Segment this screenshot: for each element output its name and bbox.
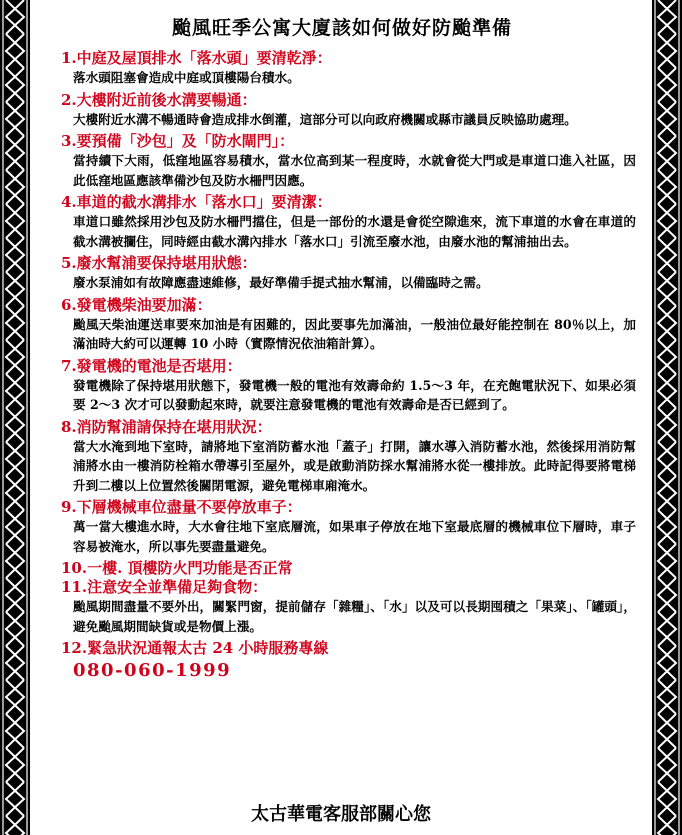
list-item <box>44 498 640 556</box>
item-body: 落水頭阻塞會造成中庭或頂樓陽台積水。 <box>73 70 300 85</box>
document-title: 颱風旺季公寓大廈該如何做好防颱準備 <box>171 17 512 39</box>
item-heading: 10.一樓. 頂樓防火門功能是否正常 <box>61 559 293 577</box>
item-body: 颱風天柴油運送車要來加油是有困難的，因此要事先加滿油，一般油位最好能控制在 80％以上，加滿油時大約可以運轉 10 小時（實際情況依油箱計算）。 <box>73 316 636 351</box>
item-body: 廢水泵浦如有故障應盡速維修，最好準備手提式抽水幫浦，以備臨時之需。 <box>73 275 489 290</box>
hotline-number[interactable]: 080-060-1999 <box>73 660 232 681</box>
item-heading: 3.要預備「沙包」及「防水閘門」： <box>61 132 295 150</box>
list-item <box>44 296 640 354</box>
item-body: 萬一當大樓進水時，大水會往地下室底層流，如果車子停放在地下室最底層的機械車位下層時，車子容易被淹水，所以事先要盡量避免。 <box>73 519 636 554</box>
item-body: 車道口雖然採用沙包及防水柵門擋住，但是一部份的水還是會從空隙進來，流下車道的水會在車道的截水溝被攔住，同時經由截水溝內排水「落水口」引流至廢水池，由廢水池的幫浦抽出去。 <box>73 214 636 249</box>
list-item <box>44 49 640 88</box>
item-heading: 6.發電機柴油要加滿： <box>61 295 212 314</box>
item-body: 當大水淹到地下室時，請將地下室消防蓄水池「蓋子」打開，讓水導入消防蓄水池，然後採用消防幫浦將水由一樓消防栓箱水帶導引至屋外，或是啟動消防採水幫浦將水從一樓排放。此時記得要將電梯升到二樓以上位置然後關閉電源，避免電梯車廂淹水。 <box>73 438 636 493</box>
item-heading: 2.大樓附近前後水溝要暢通： <box>61 90 257 109</box>
decorative-border-left <box>0 0 30 835</box>
item-body: 當持續下大雨，低窪地區容易積水，當水位高到某一程度時，水就會從大門或是車道口進入社區，因此低窪地區應該準備沙包及防水柵門因應。 <box>73 153 636 188</box>
list-item <box>44 418 640 496</box>
item-heading: 12.緊急狀況通報太古 24 小時服務專線 <box>61 639 329 657</box>
document-page <box>44 0 640 835</box>
decorative-border-right <box>652 0 682 835</box>
list-item <box>44 559 640 577</box>
item-heading: 5.廢水幫浦要保持堪用狀態： <box>61 254 257 272</box>
celtic-knot-pattern-right <box>652 0 682 835</box>
list-item <box>44 91 640 130</box>
item-heading: 1.中庭及屋頂排水「落水頭」要清乾淨： <box>61 49 332 67</box>
list-item <box>44 639 640 657</box>
list-item <box>44 193 640 251</box>
item-heading: 8.消防幫浦請保持在堪用狀況： <box>61 417 272 436</box>
item-heading: 9.下層機械車位盡量不要停放車子： <box>61 498 302 516</box>
item-heading: 4.車道的截水溝排水「落水口」要清潔： <box>61 193 332 211</box>
list-item <box>44 578 640 636</box>
item-heading: 7.發電機的電池是否堪用： <box>61 356 242 375</box>
item-body: 颱風期間盡量不要外出，關緊門窗，提前儲存「雜糧」、「水」以及可以長期囤積之「果菜」、「罐頭」，避免颱風期間缺貨或是物價上漲。 <box>73 599 636 634</box>
list-item <box>44 132 640 190</box>
celtic-knot-pattern-left <box>0 0 30 835</box>
list-item <box>44 357 640 415</box>
footer-signature: 太古華電客服部關心您 <box>251 804 431 825</box>
item-body: 大樓附近水溝不暢通時會造成排水倒灌，這部分可以向政府機關或縣市議員反映協助處理。 <box>73 111 577 127</box>
item-heading: 11.注意安全並準備足夠食物： <box>61 578 268 596</box>
list-item <box>44 254 640 293</box>
item-body: 發電機除了保持堪用狀態下，發電機一般的電池有效壽命約 1.5～3 年，在充飽電狀況下、如果必須要 2～3 次才可以發動起來時，就要注意發電機的電池有效壽命是否已經到了。 <box>73 377 636 412</box>
